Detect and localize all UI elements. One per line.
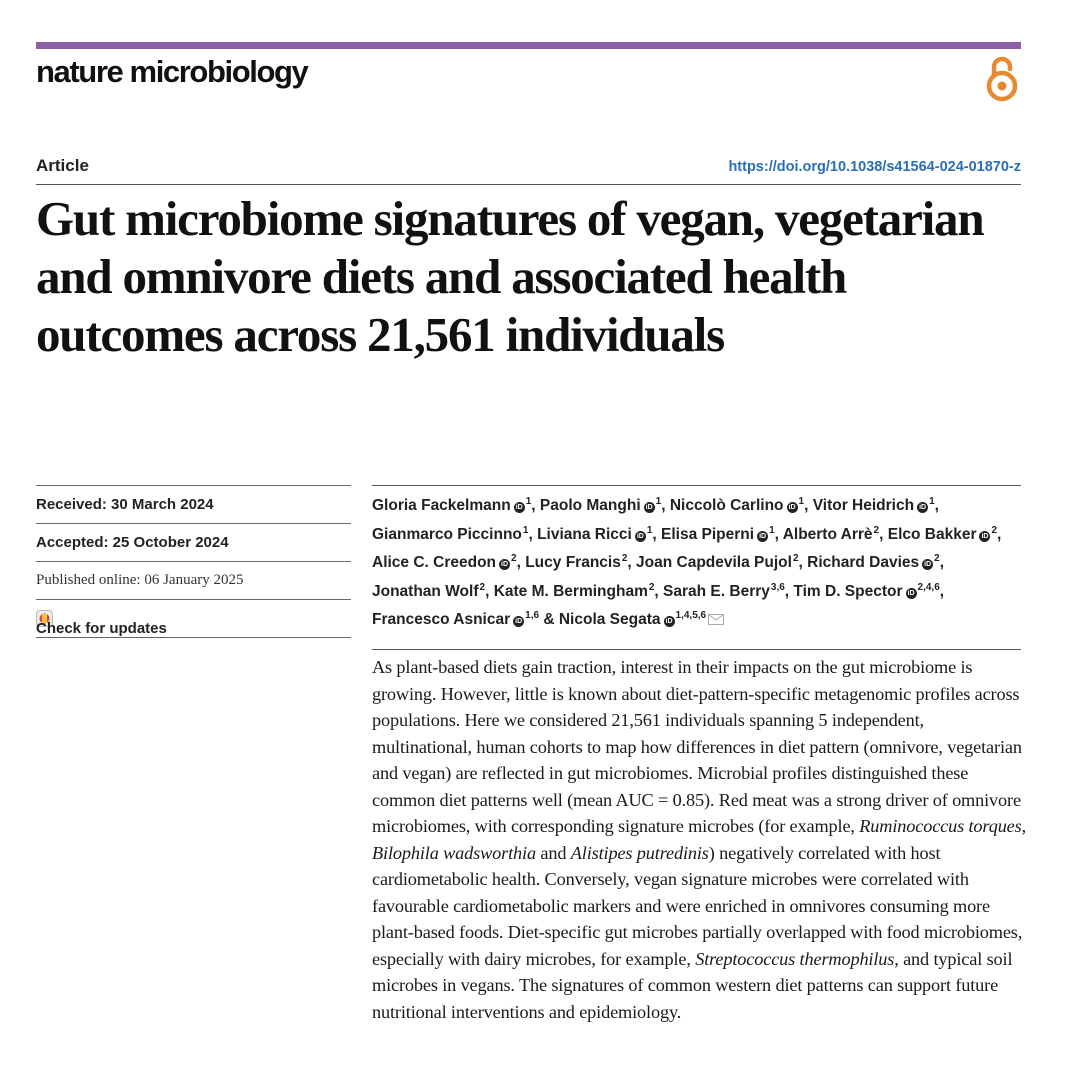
author-affiliation: 2 bbox=[648, 581, 655, 593]
author-affiliation: 1,6 bbox=[525, 610, 540, 621]
orcid-icon[interactable]: iD bbox=[665, 618, 673, 625]
author-name[interactable]: Elisa Piperni bbox=[661, 525, 755, 543]
author[interactable] bbox=[636, 554, 798, 571]
author-separator: , bbox=[934, 497, 939, 514]
author-separator: , bbox=[485, 582, 494, 600]
orcid-icon[interactable]: iD bbox=[907, 589, 915, 597]
author-name[interactable]: Kate M. Bermingham bbox=[493, 582, 648, 600]
author-name[interactable]: Tim D. Spector bbox=[793, 582, 903, 600]
author-affiliation: 2 bbox=[934, 553, 940, 564]
orcid-icon[interactable]: iD bbox=[919, 504, 927, 511]
author-name[interactable]: Liviana Ricci bbox=[537, 525, 632, 543]
author-name[interactable]: Jonathan Wolf bbox=[372, 582, 479, 600]
author-affiliation: 1 bbox=[525, 496, 532, 507]
published-date-row bbox=[36, 562, 351, 600]
author-separator: , bbox=[528, 525, 538, 543]
author-separator: , bbox=[939, 582, 945, 600]
author-name[interactable]: Sarah E. Berry bbox=[663, 582, 770, 600]
author-affiliation: 2 bbox=[511, 553, 517, 564]
author-affiliation: 2,4,6 bbox=[917, 581, 940, 593]
author[interactable] bbox=[663, 583, 785, 600]
author[interactable] bbox=[525, 554, 627, 571]
author[interactable] bbox=[559, 611, 724, 628]
author-separator: , bbox=[654, 582, 664, 600]
author-affiliation: 1,4,5,6 bbox=[675, 610, 707, 621]
author-separator: , bbox=[997, 525, 1002, 543]
author-separator: , bbox=[804, 497, 813, 514]
author-affiliation: 1 bbox=[522, 524, 529, 536]
abstract-divider bbox=[372, 649, 1021, 650]
author-name[interactable]: Francesco Asnicar bbox=[372, 611, 511, 628]
author[interactable] bbox=[793, 583, 939, 600]
author-affiliation: 2 bbox=[479, 581, 486, 593]
author-affiliation: 2 bbox=[621, 553, 628, 564]
author-separator: , bbox=[661, 497, 670, 514]
species-ruminococcus: Ruminococcus torques bbox=[859, 816, 1022, 836]
author[interactable] bbox=[372, 583, 485, 600]
author-separator: , bbox=[798, 554, 808, 571]
author-separator: , bbox=[652, 525, 662, 543]
species-bilophila: Bilophila wadsworthia bbox=[372, 842, 536, 863]
author[interactable] bbox=[813, 497, 935, 514]
journal-accent-bar bbox=[36, 42, 1021, 49]
species-alistipes: Alistipes putredinis bbox=[570, 842, 709, 863]
orcid-icon[interactable]: iD bbox=[759, 532, 767, 540]
header-divider bbox=[36, 184, 1021, 185]
author-separator: , bbox=[516, 554, 526, 571]
orcid-icon[interactable]: iD bbox=[636, 532, 644, 540]
received-date-row bbox=[36, 485, 351, 524]
author-name[interactable]: Alice C. Creedon bbox=[372, 554, 497, 571]
author[interactable] bbox=[807, 554, 940, 571]
species-streptococcus: Streptococcus thermophilus bbox=[695, 948, 895, 969]
orcid-icon[interactable]: iD bbox=[924, 561, 932, 568]
author-affiliation: 2 bbox=[991, 524, 998, 536]
journal-name[interactable]: nature microbiology bbox=[36, 54, 308, 89]
check-updates-link[interactable] bbox=[36, 610, 167, 637]
published-date: Published online: 06 January 2025 bbox=[36, 572, 244, 588]
author-affiliation: 1 bbox=[646, 524, 653, 536]
author-name[interactable]: Joan Capdevila Pujol bbox=[636, 554, 792, 571]
doi-link[interactable]: https://doi.org/10.1038/s41564-024-01870-z bbox=[728, 159, 1021, 175]
orcid-icon[interactable]: iD bbox=[515, 504, 523, 511]
received-date: Received: 30 March 2024 bbox=[36, 496, 214, 513]
abstract-comma: , bbox=[1021, 816, 1027, 836]
author-affiliation: 1 bbox=[769, 524, 775, 536]
author-name[interactable]: Lucy Francis bbox=[525, 554, 621, 571]
abstract bbox=[372, 654, 1028, 1025]
article-type-label: Article bbox=[36, 156, 89, 175]
check-updates-row[interactable] bbox=[36, 600, 351, 638]
author-name[interactable]: Vitor Heidrich bbox=[812, 497, 915, 514]
abstract-text-2: ) negatively correlated with host cardiometabolic health. Conversely, vegan signature microbes were correlated with favourable cardiometabolic markers and were enriched in omnivores consuming more plant-based foods. Diet-specific gut microbes partially overlapped with food microbiomes, especially with dairy microbes, for example, bbox=[372, 842, 1023, 969]
author[interactable] bbox=[494, 583, 655, 600]
check-updates-label: Check for updates bbox=[36, 620, 167, 637]
author[interactable] bbox=[670, 497, 804, 514]
email-icon[interactable] bbox=[708, 614, 724, 625]
author-name[interactable]: Richard Davies bbox=[807, 554, 920, 571]
article-title: Gut microbiome signatures of vegan, vegetarian and omnivore diets and associated health outcomes across 21,561 individuals bbox=[36, 191, 984, 362]
author[interactable] bbox=[372, 554, 517, 571]
abstract-text-3: , and typical soil microbes in vegans. The signatures of common western diet patterns can support future nutritional interventions and epidemiology. bbox=[372, 948, 1013, 1022]
author[interactable] bbox=[540, 497, 661, 514]
author-affiliation: 1 bbox=[798, 496, 805, 507]
author-name[interactable]: Niccolò Carlino bbox=[669, 497, 784, 514]
author-separator: , bbox=[774, 525, 783, 543]
orcid-icon[interactable]: iD bbox=[501, 561, 509, 568]
author-separator: , bbox=[879, 525, 888, 543]
open-access-lock-icon bbox=[985, 56, 1019, 102]
author-affiliation: 1 bbox=[655, 496, 662, 507]
author[interactable] bbox=[372, 611, 539, 628]
author-name[interactable]: Paolo Manghi bbox=[539, 497, 641, 514]
accepted-date: Accepted: 25 October 2024 bbox=[36, 534, 229, 551]
author-separator: , bbox=[784, 582, 794, 600]
abstract-text-1: As plant-based diets gain traction, interest in their impacts on the gut microbiome is growing. However, little is known about diet-pattern-specific metagenomic profiles across populations. Here we considered 21,561 individuals spanning 5 independent, multinational, human cohorts to map how differences in diet pattern (omnivore, vegetarian and vegan) are reflected in gut microbiomes. Microbial profiles distinguished these common diet patterns well (mean AUC = 0.85). Red meat was a strong driver of omnivore microbiomes, with corresponding signature microbes (for example, bbox=[372, 657, 1022, 836]
abstract-and: and bbox=[540, 842, 567, 863]
author-separator: , bbox=[627, 554, 637, 571]
author-list bbox=[372, 490, 1032, 633]
accepted-date-row bbox=[36, 524, 351, 562]
article-dates bbox=[36, 485, 351, 638]
author[interactable] bbox=[372, 526, 528, 543]
author-name[interactable]: Gloria Fackelmann bbox=[372, 497, 511, 514]
author-affiliation: 2 bbox=[873, 524, 880, 536]
author[interactable] bbox=[372, 497, 531, 514]
orcid-icon[interactable]: iD bbox=[515, 618, 523, 625]
orcid-icon[interactable]: iD bbox=[981, 532, 989, 540]
author-name[interactable]: Nicola Segata bbox=[558, 611, 661, 628]
author-name[interactable]: Elco Bakker bbox=[887, 525, 977, 543]
author-affiliation: 1 bbox=[929, 496, 935, 507]
authors-divider bbox=[372, 485, 1021, 486]
author-affiliation: 3,6 bbox=[770, 581, 785, 593]
author-name[interactable]: Gianmarco Piccinno bbox=[372, 525, 522, 543]
orcid-icon[interactable]: iD bbox=[645, 504, 653, 511]
author[interactable] bbox=[661, 526, 775, 543]
author-affiliation: 2 bbox=[792, 553, 799, 564]
author-separator: & bbox=[539, 611, 559, 628]
author[interactable] bbox=[537, 526, 652, 543]
author-separator: , bbox=[531, 497, 540, 514]
author[interactable] bbox=[888, 526, 997, 543]
author[interactable] bbox=[783, 526, 879, 543]
author-separator: , bbox=[939, 554, 944, 571]
orcid-icon[interactable]: iD bbox=[788, 504, 796, 511]
author-name[interactable]: Alberto Arrè bbox=[782, 525, 873, 543]
